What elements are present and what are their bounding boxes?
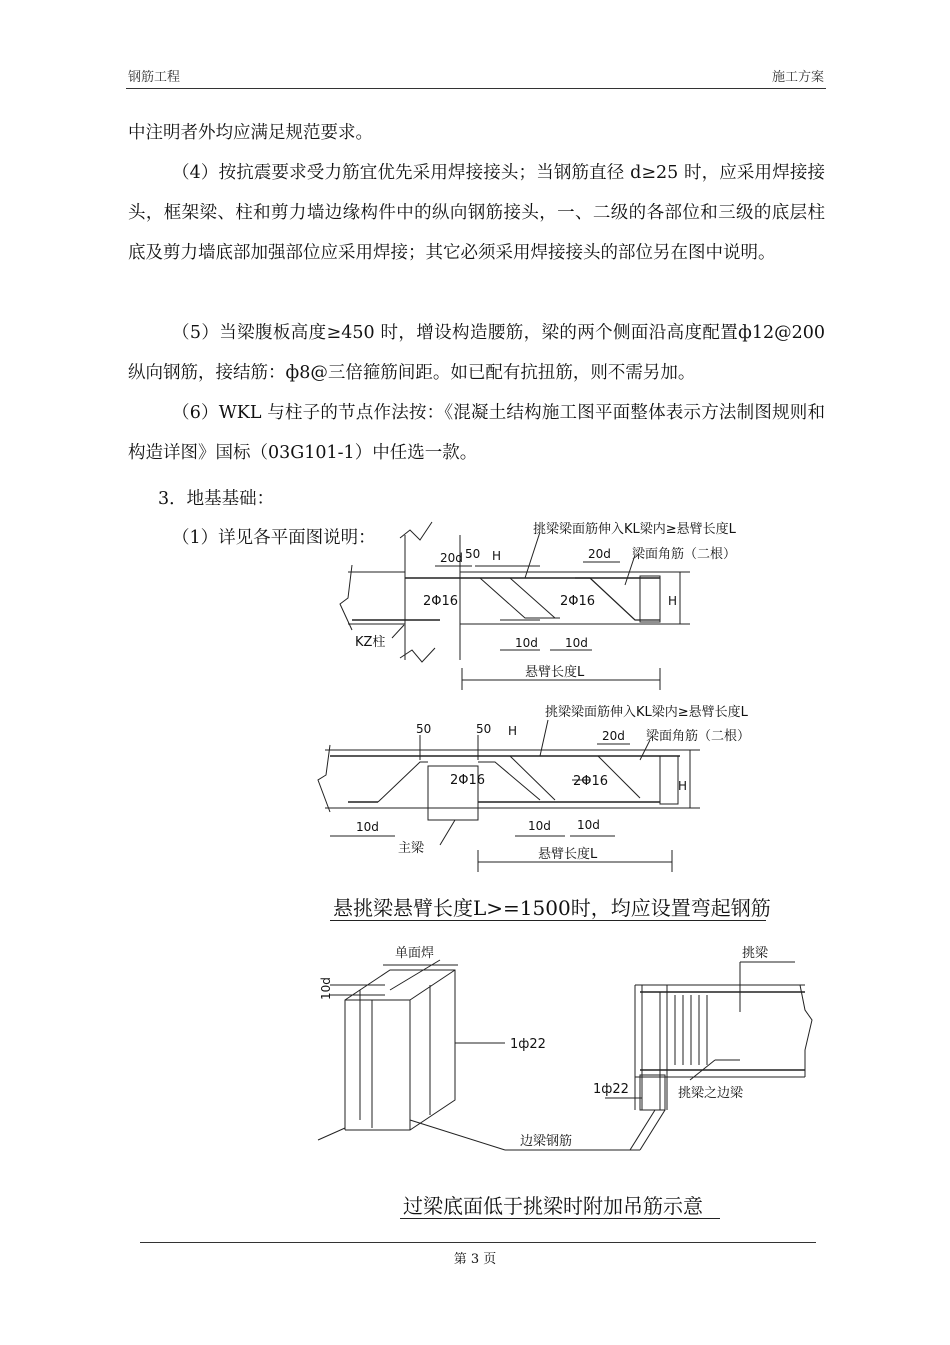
d3-10d: 10d bbox=[319, 977, 333, 1000]
d1-cantilever-length: 悬臂长度L bbox=[525, 665, 585, 680]
paragraph-5: （5）当梁腹板高度≥450 时，增设构造腰筋，梁的两个侧面沿高度配置ф12@200 纵向钢筋，接结筋：ф8@三倍箍筋间距。如已配有抗扭筋，则不需另加。 bbox=[128, 323, 825, 383]
section-3-heading: 3．地基基础： bbox=[158, 489, 275, 509]
caption-hanger-bars: 过梁底面低于挑梁时附加吊筋示意 bbox=[403, 1194, 703, 1218]
footer-divider bbox=[140, 1242, 816, 1243]
d2-h-label: H bbox=[508, 724, 518, 738]
d1-20d-right: 20d bbox=[588, 547, 611, 561]
d2-20d: 20d bbox=[602, 729, 625, 743]
d3-edge-beam: 挑梁之边梁 bbox=[678, 1086, 744, 1101]
d2-10d-c: 10d bbox=[577, 818, 600, 832]
paragraph-continued: 中注明者外均应满足规范要求。 bbox=[128, 123, 373, 143]
d2-10d-b: 10d bbox=[528, 819, 551, 833]
d2-top-note: 挑梁梁面筋伸入KL梁内≥悬臂长度L bbox=[545, 705, 748, 720]
d2-bar-right: 2Φ16 bbox=[573, 774, 609, 789]
d1-top-note: 挑梁梁面筋伸入KL梁内≥悬臂长度L bbox=[533, 522, 736, 537]
d3-bar-a: 1ф22 bbox=[510, 1037, 546, 1052]
d2-cantilever-length: 悬臂长度L bbox=[538, 847, 598, 862]
d2-h-vertical: H bbox=[678, 779, 688, 793]
d1-10d-b: 10d bbox=[565, 636, 588, 650]
header-left: 钢筋工程 bbox=[128, 70, 181, 85]
d2-corner-bars: 梁面角筋（二根） bbox=[646, 729, 751, 744]
d3-cantilever-beam: 挑梁 bbox=[742, 946, 769, 961]
paragraph-6: （6）WKL 与柱子的节点作法按：《混凝土结构施工图平面整体表示方法制图规则和构造详图》国标（03G101-1）中任选一款。 bbox=[128, 403, 825, 463]
d1-20d-left: 20d bbox=[440, 551, 463, 565]
header-right: 施工方案 bbox=[771, 70, 824, 85]
d1-bar-left: 2Φ16 bbox=[423, 594, 459, 609]
caption-hanger-underline bbox=[400, 1218, 720, 1219]
d2-bar-left: 2Φ16 bbox=[450, 773, 486, 788]
d3-bar-b: 1ф22 bbox=[593, 1082, 629, 1097]
d2-fifty-a: 50 bbox=[416, 722, 432, 736]
d1-corner-bars: 梁面角筋（二根） bbox=[632, 547, 737, 562]
diagram-3-plan bbox=[505, 962, 812, 1150]
d1-h-label: H bbox=[492, 549, 502, 563]
page-number: 第 3 页 bbox=[453, 1252, 497, 1267]
paragraph-4: （4）按抗震要求受力筋宜优先采用焊接接头；当钢筋直径 d≥25 时，应采用焊接接头，框架梁、柱和剪力墙边缘构件中的纵向钢筋接头，一、二级的各部位和三级的底层柱底及剪力墙底部加强部位应采用焊接；其它必须采用焊接接头的部位另在图中说明。 bbox=[128, 163, 825, 263]
d1-h-vertical: H bbox=[668, 594, 678, 608]
caption-cantilever: 悬挑梁悬臂长度L>=1500时，均应设置弯起钢筋 bbox=[333, 896, 771, 920]
d1-10d-a: 10d bbox=[515, 636, 538, 650]
caption-cantilever-underline bbox=[330, 920, 766, 921]
d1-fifty: 50 bbox=[465, 547, 481, 561]
d2-main-beam: 主梁 bbox=[398, 841, 425, 856]
section-3-item-1: （1）详见各平面图说明： bbox=[172, 528, 376, 548]
d1-kz-column: KZ柱 bbox=[355, 635, 386, 650]
d2-fifty-b: 50 bbox=[476, 722, 492, 736]
d3-weld: 单面焊 bbox=[395, 946, 435, 961]
d2-10d-a: 10d bbox=[356, 820, 379, 834]
d1-bar-right: 2Φ16 bbox=[560, 594, 596, 609]
diagram-2-cantilever-main-beam bbox=[318, 720, 700, 872]
diagram-3-welded-bar bbox=[318, 960, 505, 1150]
d3-edge-bars: 边梁钢筋 bbox=[520, 1134, 573, 1149]
